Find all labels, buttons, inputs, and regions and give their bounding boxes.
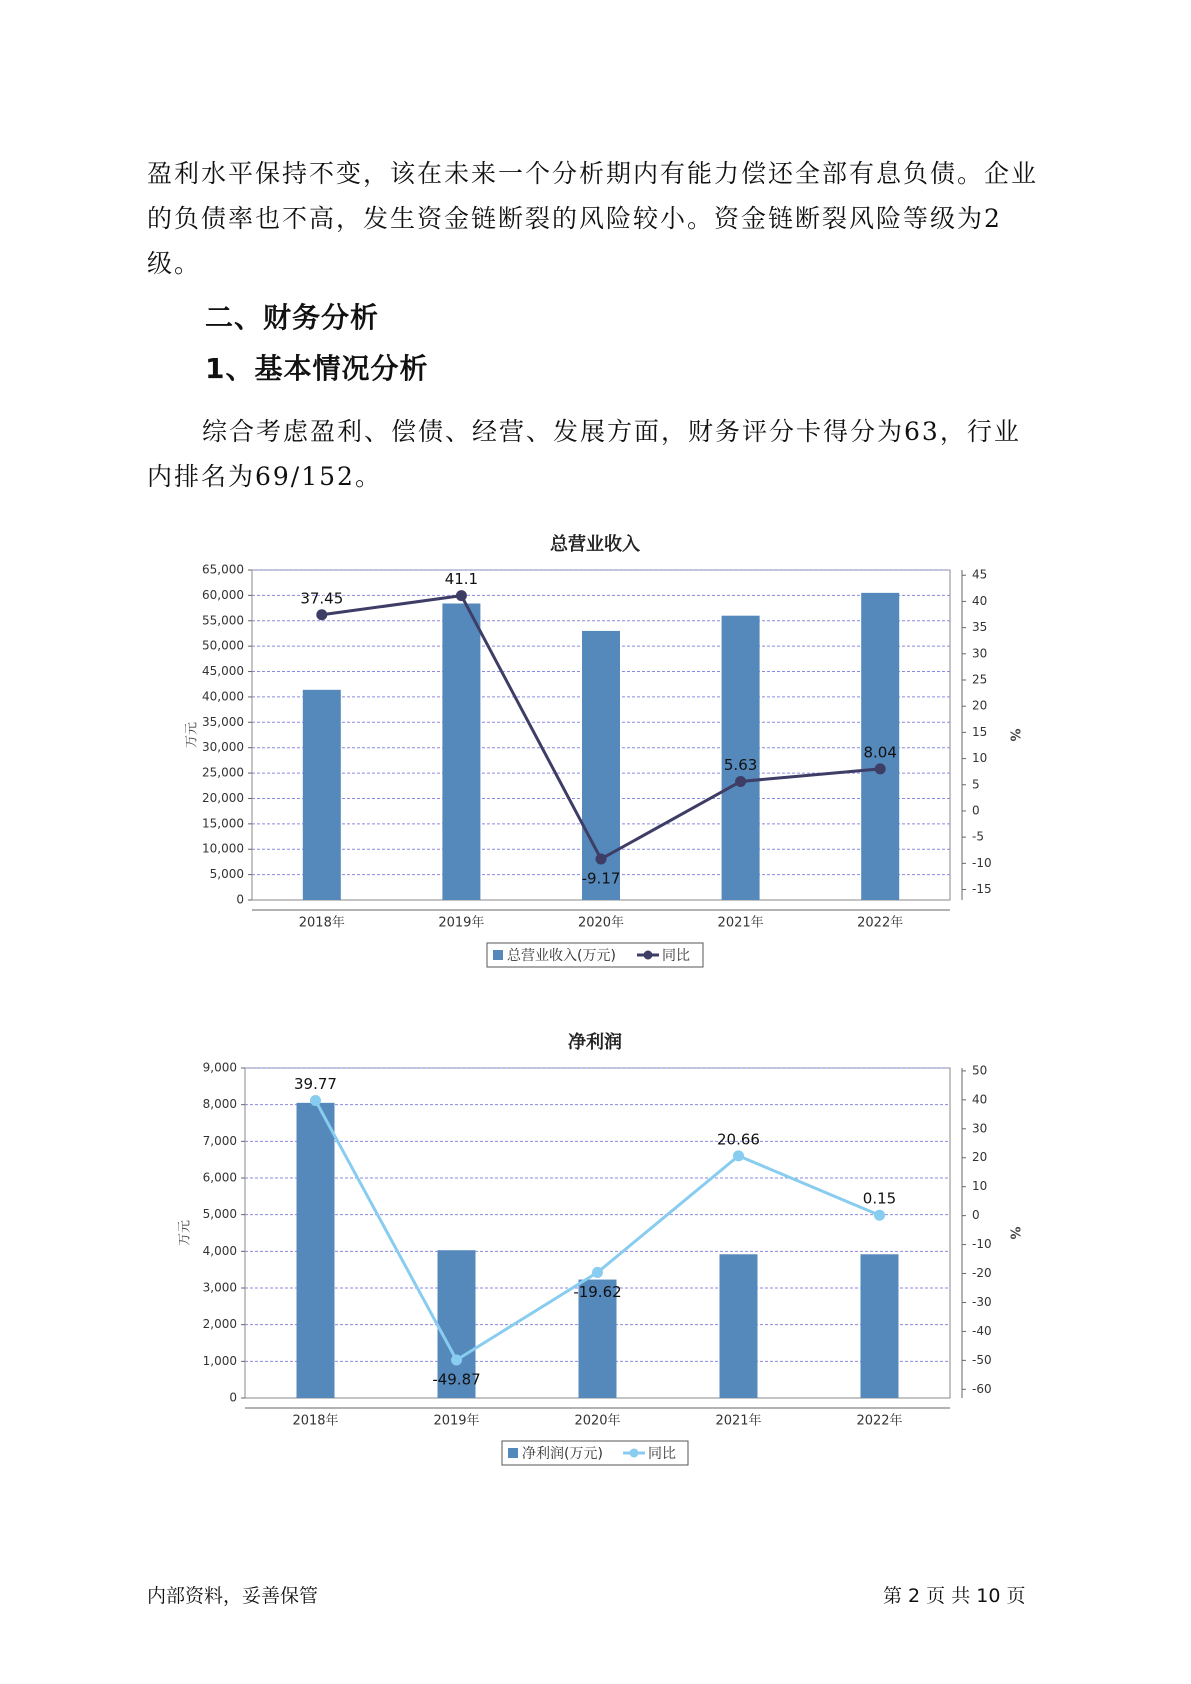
y-tick-label: 1,000: [202, 1353, 237, 1368]
chart-title: 总营业收入: [550, 534, 640, 555]
yoy-point: [735, 776, 746, 787]
y-tick-label: 3,000: [202, 1280, 237, 1295]
y2-tick-label: 0: [972, 1208, 980, 1223]
x-tick-label: 2019年: [438, 915, 485, 931]
y2-tick-label: 25: [972, 672, 988, 687]
y2-axis-label: %: [1006, 1226, 1022, 1240]
y-axis-label: 万元: [177, 1219, 193, 1247]
y-tick-label: 5,000: [209, 867, 244, 882]
yoy-point: [316, 609, 327, 620]
x-tick-label: 2022年: [856, 1413, 903, 1429]
bar: [442, 604, 480, 900]
legend-swatch-point: [630, 1449, 639, 1458]
x-tick-label: 2022年: [857, 915, 904, 931]
bar: [720, 1254, 758, 1398]
data-label: 37.45: [300, 589, 344, 608]
y2-tick-label: 20: [972, 698, 988, 713]
legend-swatch-bar: [508, 1448, 518, 1458]
x-tick-label: 2021年: [717, 915, 764, 931]
y-tick-label: 60,000: [202, 587, 244, 602]
y-tick-label: 5,000: [202, 1207, 237, 1222]
y2-tick-label: -10: [972, 1237, 992, 1252]
legend-label: 总营业收入(万元): [507, 948, 616, 964]
y2-tick-label: 40: [972, 593, 988, 608]
bar: [861, 1254, 899, 1398]
y2-tick-label: -50: [972, 1352, 992, 1367]
x-tick-label: 2019年: [433, 1413, 480, 1429]
y2-tick-label: -60: [972, 1381, 992, 1396]
y-tick-label: 15,000: [202, 816, 244, 831]
y2-tick-label: 5: [972, 777, 980, 792]
y-tick-label: 20,000: [202, 790, 244, 805]
yoy-point: [874, 1210, 885, 1221]
y2-tick-label: -20: [972, 1266, 992, 1281]
y2-tick-label: -30: [972, 1294, 992, 1309]
paragraph-risk: 盈利水平保持不变，该在未来一个分析期内有能力偿还全部有息负债。企业的负债率也不高，发生资金链断裂的风险较小。资金链断裂风险等级为2级。: [147, 159, 1039, 278]
y2-tick-label: 30: [972, 1121, 988, 1136]
data-label: 5.63: [723, 755, 758, 774]
y2-tick-label: 10: [972, 751, 988, 766]
y-tick-label: 0: [236, 892, 244, 907]
x-tick-label: 2018年: [298, 915, 345, 931]
x-tick-label: 2021年: [715, 1413, 762, 1429]
y2-tick-label: -5: [972, 829, 984, 844]
yoy-point: [733, 1150, 744, 1161]
y2-tick-label: 50: [972, 1063, 988, 1078]
y-tick-label: 6,000: [202, 1170, 237, 1185]
footer-confidential: 内部资料，妥善保管: [147, 1585, 319, 1607]
legend-label: 同比: [662, 948, 690, 964]
y-tick-label: 2,000: [202, 1317, 237, 1332]
y-tick-label: 40,000: [202, 689, 244, 704]
section-heading: 二、财务分析: [205, 301, 380, 334]
y2-tick-label: 10: [972, 1179, 988, 1194]
bar: [303, 690, 341, 900]
x-tick-label: 2020年: [577, 915, 625, 931]
y-tick-label: 55,000: [202, 613, 244, 628]
y2-axis-label: %: [1006, 728, 1022, 742]
y-tick-label: 65,000: [202, 562, 244, 577]
x-tick-label: 2020年: [574, 1413, 621, 1429]
y2-tick-label: 35: [972, 620, 988, 635]
yoy-point: [456, 590, 467, 601]
y2-tick-label: -40: [972, 1323, 992, 1338]
data-label: 41.1: [444, 570, 479, 589]
y-tick-label: 45,000: [202, 664, 244, 679]
x-tick-label: 2018年: [292, 1413, 339, 1429]
y2-tick-label: 20: [972, 1150, 988, 1165]
legend-label: 净利润(万元): [522, 1446, 603, 1462]
yoy-point: [310, 1095, 321, 1106]
y-tick-label: 4,000: [202, 1243, 237, 1258]
y-tick-label: 0: [229, 1390, 237, 1405]
revenue-chart: [0, 525, 1191, 985]
y2-tick-label: -10: [972, 855, 992, 870]
y-tick-label: 8,000: [202, 1097, 237, 1112]
y-tick-label: 10,000: [202, 841, 244, 856]
y2-tick-label: 40: [972, 1092, 988, 1107]
y-tick-label: 35,000: [202, 714, 244, 729]
chart-title: 净利润: [568, 1032, 622, 1053]
data-label: 8.04: [863, 743, 897, 762]
y-tick-label: 50,000: [202, 638, 244, 653]
y2-tick-label: 15: [972, 724, 988, 739]
data-label: -9.17: [581, 869, 621, 888]
legend-swatch-bar: [493, 950, 503, 960]
yoy-point: [451, 1354, 462, 1365]
data-label: 39.77: [294, 1075, 337, 1094]
data-label: 0.15: [862, 1189, 897, 1208]
legend-label: 同比: [648, 1446, 676, 1462]
y2-tick-label: 45: [972, 567, 988, 582]
subsection-heading: 1、基本情况分析: [205, 352, 429, 385]
y-tick-label: 9,000: [202, 1060, 237, 1075]
legend-swatch-point: [644, 951, 653, 960]
y-tick-label: 30,000: [202, 740, 244, 755]
footer-page-number: 第 2 页 共 10 页: [883, 1585, 1026, 1607]
yoy-point: [875, 763, 886, 774]
net-profit-chart: [0, 1023, 1191, 1483]
yoy-point: [592, 1267, 603, 1278]
data-label: -49.87: [432, 1370, 481, 1389]
bar: [297, 1103, 335, 1398]
data-label: -19.62: [573, 1282, 622, 1301]
y-tick-label: 7,000: [202, 1133, 237, 1148]
y-axis-label: 万元: [184, 721, 200, 749]
yoy-point: [596, 853, 607, 864]
data-label: 20.66: [717, 1130, 760, 1149]
paragraph-score: 综合考虑盈利、偿债、经营、发展方面，财务评分卡得分为63，行业内排名为69/152。: [147, 417, 1021, 491]
y2-tick-label: 0: [972, 803, 980, 818]
y2-tick-label: -15: [972, 882, 992, 897]
y2-tick-label: 30: [972, 646, 988, 661]
y-tick-label: 25,000: [202, 765, 244, 780]
